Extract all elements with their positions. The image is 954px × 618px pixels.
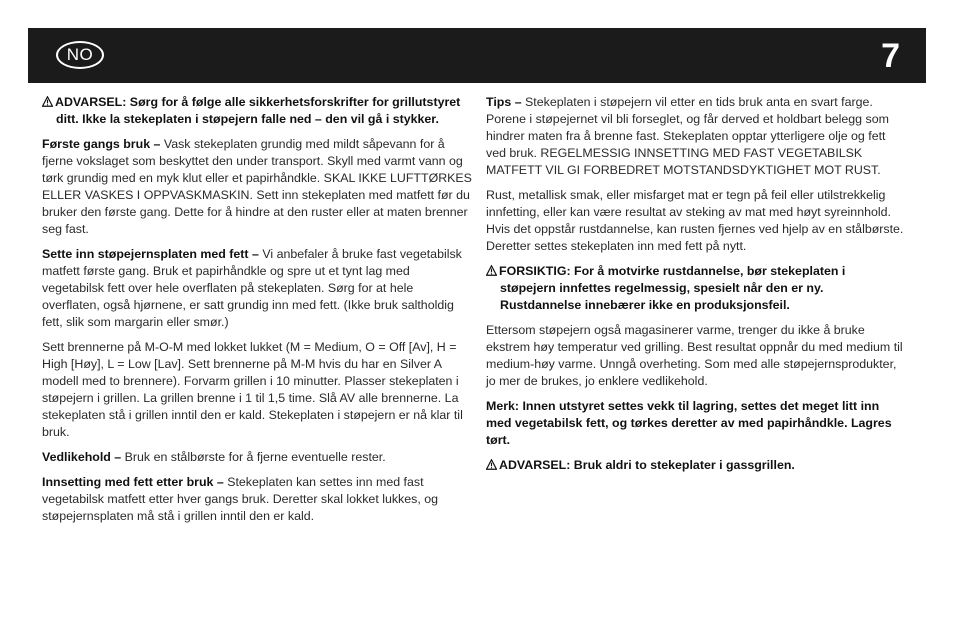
rust-paragraph: Rust, metallisk smak, eller misfarget mat er tegn på feil eller utilstrekkelig innfetting, eller kan være resultat av steking av mat med høyt syreinnhold. Hvis det oppstår rustdannelse, kan rusten fjernes ved hjelp av en stålbørste. Deretter settes stekeplaten inn med fett på nytt.	[486, 188, 904, 253]
burners-paragraph: Sett brennerne på M-O-M med lokket lukket (M = Medium, O = Off [Av], H = High [Høy], L = Low [Lav]. Sett brennerne på M-M hvis du har en Silver A modell med to brennere). Forvarm grillen i 10 minutter. Plasser stekeplaten i støpejern i grillen. La grillen brenne i 1 til 1,5 time. Slå AV alle brennerne. La stekeplaten stå i grillen inntil den er kald. Stekeplaten i støpejern er nå klar til bruk.	[42, 340, 463, 439]
first-use-text: Vask stekeplaten grundig med mildt såpevann for å fjerne vokslaget som beskyttet den under transport. Skyll med varmt vann og tørk grundig med en myk klut eller et papirhåndkle. SKAL IKKE LUFTTØRKES ELLER VASKES I OPPVASKMASKIN. Sett inn stekeplaten med matfett før du bruker den første gang. Dette for å hindre at den ruster eller at maten brenner seg fast.	[42, 137, 472, 236]
warning-triangle-icon	[486, 265, 497, 276]
left-column	[42, 94, 472, 533]
maintenance-title: Vedlikehold –	[42, 450, 122, 464]
maintenance-paragraph	[42, 449, 472, 466]
after-use-title: Innsetting med fett etter bruk –	[42, 475, 224, 489]
warning-gas-grill-paragraph	[486, 457, 904, 474]
maintenance-text: Bruk en stålbørste for å fjerne eventuelle rester.	[121, 450, 386, 464]
after-use-paragraph	[42, 474, 472, 525]
warning-paragraph	[42, 94, 472, 128]
heat-paragraph: Ettersom støpejern også magasinerer varme, trenger du ikke å bruke ekstrem høy temperatur ved grilling. Best resultat oppnår du med medium til medium-høy varme. Unngå overheting. Som med alle støpejernsprodukter, jo mer de brukes, jo enklere vedlikehold.	[486, 323, 903, 388]
caution-text: FORSIKTIG: For å motvirke rustdannelse, bør stekeplaten i støpejern innfettes regelmessig, spesielt når den er ny. Rustdannelse innebærer ikke en produksjonsfeil.	[499, 264, 846, 312]
page-header	[28, 28, 926, 83]
seasoning-paragraph	[42, 246, 472, 331]
seasoning-title: Sette inn støpejernsplaten med fett –	[42, 247, 259, 261]
page-number: 7	[881, 37, 900, 75]
warning-triangle-icon	[42, 96, 53, 107]
caution-paragraph	[486, 263, 904, 314]
warning-triangle-icon	[486, 459, 497, 470]
tips-paragraph	[486, 94, 904, 179]
after-use-text: Stekeplaten kan settes inn med fast vegetabilsk matfett etter hver gangs bruk. Deretter skal lokket lukkes, og støpejernsplaten må stå i grillen inntil den er kald.	[42, 475, 438, 523]
language-badge: NO	[56, 41, 104, 69]
seasoning-text: Vi anbefaler å bruke fast vegetabilsk matfett første gang. Bruk et papirhåndkle og spre ut et tynt lag med vegetabilsk fett over hele overflaten på stekeplaten. Sørg for at hele overflaten, også hjørnene, er satt grundig inn med fett. (Ikke bruk saltholdig fett, slik som margarin eller smør.)	[42, 247, 462, 329]
tips-text: Stekeplaten i støpejern vil etter en tids bruk anta en svart farge. Porene i støpejernet vil bli forseglet, og får derved et holdbart belegg som hindrer maten fra å brenne fast. Stekeplaten opptar ytterligere olje og fett ved bruk. REGELMESSIG INNSETTING MED FAST VEGETABILSK MATFETT VIL GI FORBEDRET MOTSTANDSDYKTIGHET MOT RUST.	[486, 95, 889, 177]
storage-note: Merk: Innen utstyret settes vekk til lagring, settes det meget litt inn med vegetabilsk fett, og tørkes deretter av med papirhåndkle. Lagres tørt.	[486, 399, 892, 447]
first-use-paragraph	[42, 136, 472, 238]
tips-title: Tips –	[486, 95, 522, 109]
right-column	[486, 94, 904, 482]
first-use-title: Første gangs bruk –	[42, 137, 161, 151]
warning-gas-grill-text: ADVARSEL: Bruk aldri to stekeplater i gassgrillen.	[499, 458, 795, 472]
warning-text: ADVARSEL: Sørg for å følge alle sikkerhetsforskrifter for grillutstyret ditt. Ikke la stekeplaten i støpejern falle ned – den vil gå i stykker.	[55, 95, 461, 126]
